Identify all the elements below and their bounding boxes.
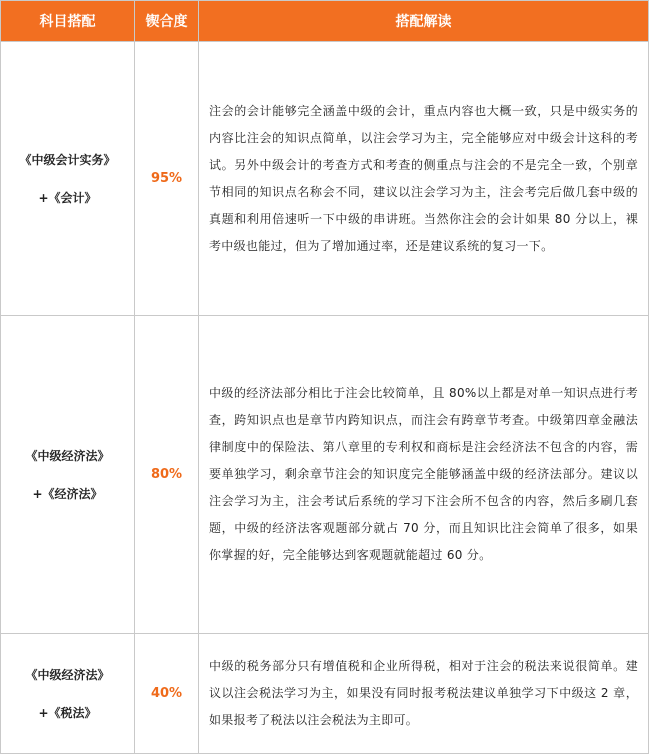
table-row: [1, 316, 649, 634]
fit-percentage: 80%: [135, 316, 199, 634]
subject-cell: [1, 634, 135, 754]
subject-cell: [1, 42, 135, 316]
subject-pair: +《经济法》: [32, 486, 103, 501]
fit-percentage: 95%: [135, 42, 199, 316]
subject-name: 《中级经济法》: [25, 448, 110, 463]
fit-percentage: 40%: [135, 634, 199, 754]
subject-pair: +《会计》: [38, 190, 97, 205]
header-subject: 科目搭配: [1, 1, 135, 42]
table-header-row: [1, 1, 649, 42]
subject-name: 《中级会计实务》: [19, 152, 116, 167]
table-row: [1, 634, 649, 754]
header-fit: 锲合度: [135, 1, 199, 42]
table-row: [1, 42, 649, 316]
subject-name: 《中级经济法》: [25, 667, 110, 682]
subject-cell: [1, 316, 135, 634]
subject-pair: +《税法》: [38, 705, 97, 720]
analysis-text: 中级的税务部分只有增值税和企业所得税，相对于注会的税法来说很简单。建议以注会税法学习为主，如果没有同时报考税法建议单独学习下中级这 2 章，如果报考了税法以注会税法为主即可。: [199, 634, 649, 754]
header-analysis: 搭配解读: [199, 1, 649, 42]
analysis-text: 中级的经济法部分相比于注会比较简单，且 80%以上都是对单一知识点进行考查，跨知识点也是章节内跨知识点，而注会有跨章节考查。中级第四章金融法律制度中的保险法、第八章里的专利权和商标是注会经济法不包含的内容，需要单独学习，剩余章节注会的知识度完全能够涵盖中级的经济法部分。建议以注会学习为主，注会考试后系统的学习下注会所不包含的内容，然后多刷几套题，中级的经济法客观题部分就占 70 分，而且知识比注会简单了很多，如果你掌握的好，完全能够达到客观题就能超过 60 分。: [199, 316, 649, 634]
analysis-text: 注会的会计能够完全涵盖中级的会计，重点内容也大概一致，只是中级实务的内容比注会的知识点简单，以注会学习为主，完全能够应对中级会计这科的考试。另外中级会计的考查方式和考查的侧重点与注会的不是完全一致，个别章节相同的知识点名称会不同，建议以注会学习为主，注会考完后做几套中级的真题和利用倍速听一下中级的串讲班。当然你注会的会计如果 80 分以上，裸考中级也能过，但为了增加通过率，还是建议系统的复习一下。: [199, 42, 649, 316]
